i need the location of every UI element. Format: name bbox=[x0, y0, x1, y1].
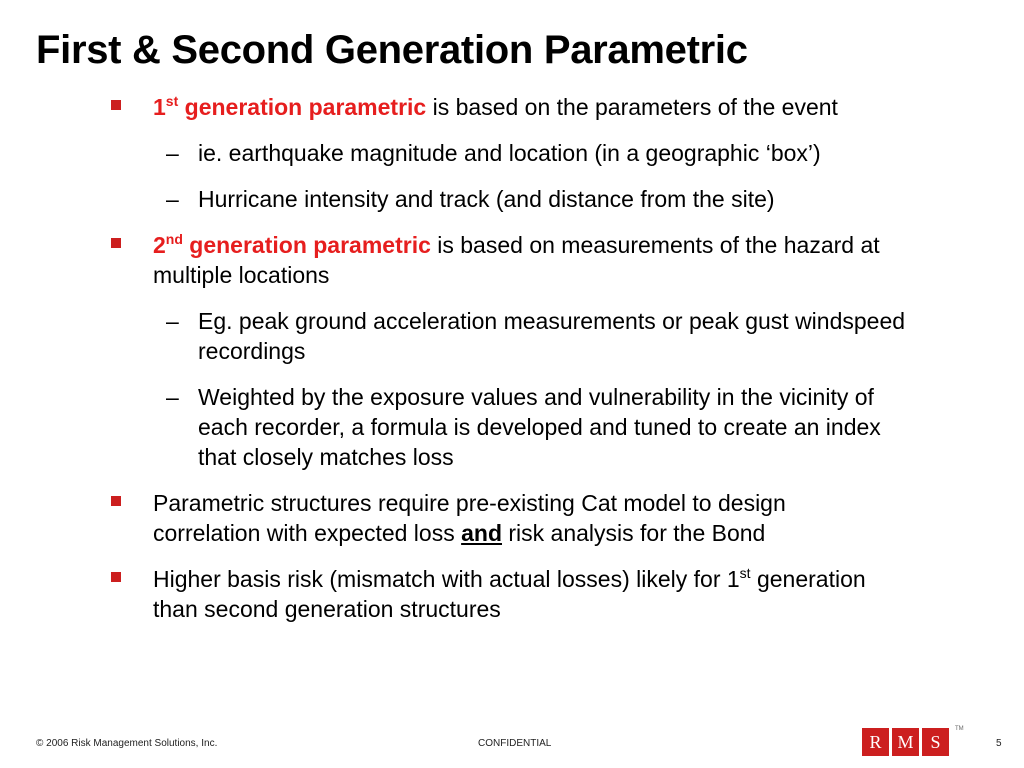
bullet-item bbox=[153, 92, 893, 122]
square-bullet-icon bbox=[111, 100, 121, 110]
logo-letter: M bbox=[892, 728, 919, 756]
bullet-text: is based on measurements of the hazard at multiple locations bbox=[153, 232, 880, 288]
footer-copyright: © 2006 Risk Management Solutions, Inc. bbox=[36, 738, 218, 749]
sub-bullet-item bbox=[166, 138, 918, 168]
bullet-text: is based on the parameters of the event bbox=[426, 94, 838, 120]
highlight-term: 1st generation parametric bbox=[153, 93, 427, 120]
rms-logo bbox=[862, 728, 949, 756]
sub-bullet-text: Weighted by the exposure values and vulnerability in the vicinity of each recorder, a formula is developed and tuned to create an index that closely matches loss bbox=[198, 384, 881, 470]
bullet-item bbox=[153, 488, 893, 548]
square-bullet-icon bbox=[111, 572, 121, 582]
logo-letter: R bbox=[862, 728, 889, 756]
bullet-text: generation than second generation structures bbox=[153, 566, 866, 622]
highlight-term: 2nd generation parametric bbox=[153, 231, 431, 258]
footer-confidential: CONFIDENTIAL bbox=[478, 738, 552, 749]
bullet-text: risk analysis for the Bond bbox=[502, 520, 766, 546]
sub-bullet-text: Eg. peak ground acceleration measurements or peak gust windspeed recordings bbox=[198, 308, 906, 364]
page-number: 5 bbox=[996, 738, 1002, 749]
emphasis-text: and bbox=[461, 520, 502, 546]
bullet-item bbox=[153, 230, 893, 290]
dash-bullet-icon: – bbox=[166, 308, 179, 334]
sub-bullet-text: ie. earthquake magnitude and location (in a geographic ‘box’) bbox=[198, 140, 821, 166]
sub-bullet-text: Hurricane intensity and track (and distance from the site) bbox=[198, 186, 775, 212]
slide-body bbox=[0, 92, 1024, 624]
square-bullet-icon bbox=[111, 496, 121, 506]
dash-bullet-icon: – bbox=[166, 186, 179, 212]
bullet-text: Higher basis risk (mismatch with actual losses) likely for 1 bbox=[153, 566, 740, 592]
dash-bullet-icon: – bbox=[166, 384, 179, 410]
bullet-text: Parametric structures require pre-existing Cat model to design correlation with expected loss bbox=[153, 490, 786, 546]
square-bullet-icon bbox=[111, 238, 121, 248]
slide-title: First & Second Generation Parametric bbox=[36, 28, 748, 72]
sub-bullet-item bbox=[166, 382, 918, 472]
superscript: st bbox=[739, 565, 751, 581]
bullet-item bbox=[153, 564, 893, 624]
sub-bullet-item bbox=[166, 184, 918, 214]
sub-bullet-item bbox=[166, 306, 918, 366]
trademark-mark: TM bbox=[955, 726, 964, 732]
logo-letter: S bbox=[922, 728, 949, 756]
dash-bullet-icon: – bbox=[166, 140, 179, 166]
